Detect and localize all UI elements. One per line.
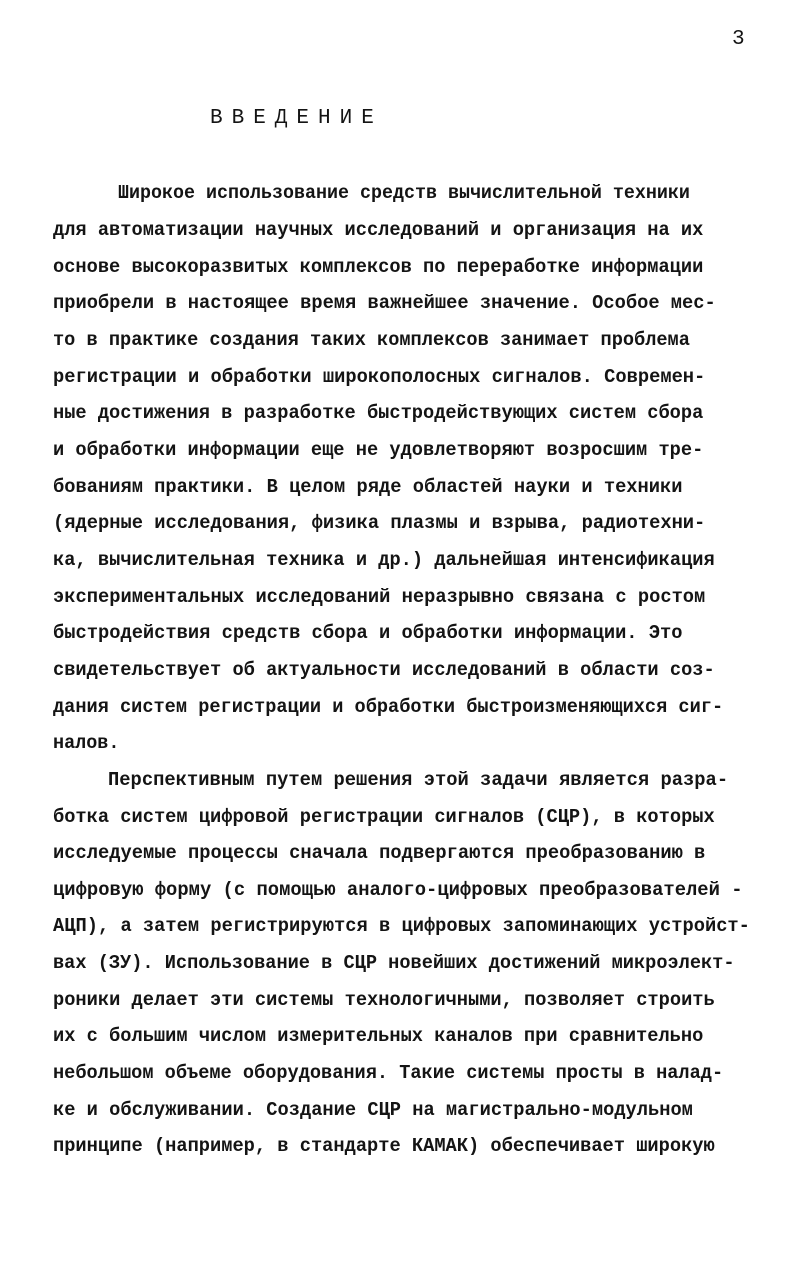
section-title: ВВЕДЕНИЕ bbox=[210, 107, 383, 130]
text-line: ные достижения в разработке быстродействующих систем сбора bbox=[53, 402, 704, 424]
text-line: приобрели в настоящее время важнейшее значение. Особое мес- bbox=[53, 292, 716, 314]
text-line: дания систем регистрации и обработки быстроизменяющихся сиг- bbox=[53, 696, 724, 718]
text-line: АЦП), а затем регистрируются в цифровых запоминающих устройст- bbox=[53, 915, 750, 937]
text-line: роники делает эти системы технологичными, позволяет строить bbox=[53, 989, 715, 1011]
text-line: (ядерные исследования, физика плазмы и взрыва, радиотехни- bbox=[53, 512, 706, 534]
text-line: для автоматизации научных исследований и организация на их bbox=[53, 219, 704, 241]
text-line: налов. bbox=[53, 732, 120, 754]
text-line: их с большим числом измерительных каналов при сравнительно bbox=[53, 1025, 704, 1047]
text-line: Перспективным путем решения этой задачи является разра- bbox=[108, 769, 729, 791]
text-line: ботка систем цифровой регистрации сигналов (СЦР), в которых bbox=[53, 806, 715, 828]
text-line: ка, вычислительная техника и др.) дальнейшая интенсификация bbox=[53, 549, 715, 571]
text-line: ке и обслуживании. Создание СЦР на магистрально-модульном bbox=[53, 1099, 693, 1121]
text-line: то в практике создания таких комплексов занимает проблема bbox=[53, 329, 690, 351]
text-line: экспериментальных исследований неразрывно связана с ростом bbox=[53, 586, 706, 608]
text-line: основе высокоразвитых комплексов по переработке информации bbox=[53, 256, 704, 278]
text-line: исследуемые процессы сначала подвергаются преобразованию в bbox=[53, 842, 706, 864]
text-line: Широкое использование средств вычислительной техники bbox=[118, 182, 690, 204]
text-line: свидетельствует об актуальности исследований в области соз- bbox=[53, 659, 715, 681]
text-line: вах (ЗУ). Использование в СЦР новейших достижений микроэлект- bbox=[53, 952, 735, 974]
text-line: и обработки информации еще не удовлетворяют возросшим тре- bbox=[53, 439, 704, 461]
text-line: регистрации и обработки широкополосных сигналов. Современ- bbox=[53, 366, 706, 388]
text-line: цифровую форму (с помощью аналого-цифровых преобразователей - bbox=[53, 879, 743, 901]
text-line: быстродействия средств сбора и обработки информации. Это bbox=[53, 622, 683, 644]
page-number: 3 bbox=[732, 28, 745, 51]
text-line: принципе (например, в стандарте КАМАК) обеспечивает широкую bbox=[53, 1135, 715, 1157]
text-line: небольшом объеме оборудования. Такие системы просты в налад- bbox=[53, 1062, 724, 1084]
text-line: бованиям практики. В целом ряде областей науки и техники bbox=[53, 476, 683, 498]
